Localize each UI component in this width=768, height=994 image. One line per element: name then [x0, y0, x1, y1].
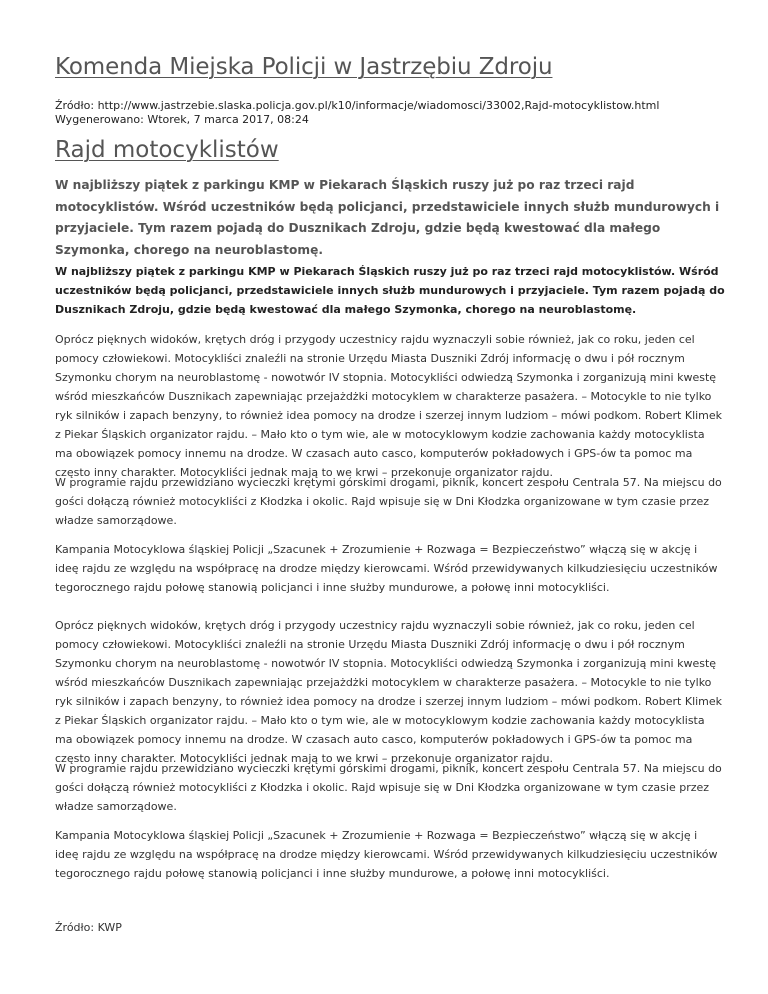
- article-paragraph: W programie rajdu przewidziano wycieczki krętymi górskimi drogami, piknik, koncert zespołu Centrala 57. Na miejscu do gości dołączą również motocykliści z Kłodzka i okolic. Rajd wpisuje się w Dni Kłodzka organizowane w tym czasie przez władze samorządowe.: [55, 476, 722, 527]
- article-intro: W najbliższy piątek z parkingu KMP w Piekarach Śląskich ruszy już po raz trzeci rajd motocyklistów. Wśród uczestników będą policjanci, przedstawiciele innych służb mundurowych i przyjaciele. Tym razem pojadą do Dusznikach Zdroju, gdzie będą kwestować dla małego Szymonka, chorego na neuroblastomę.: [55, 265, 725, 316]
- document-meta: [55, 99, 659, 127]
- article-source: Źródło: KWP: [55, 921, 122, 934]
- site-title-link[interactable]: Komenda Miejska Policji w Jastrzębiu Zdroju: [55, 54, 553, 80]
- article-lead: W najbliższy piątek z parkingu KMP w Piekarach Śląskich ruszy już po raz trzeci rajd motocyklistów. Wśród uczestników będą policjanci, przedstawiciele innych służb mundurowych i przyjaciele. Tym razem pojadą do Dusznikach Zdroju, gdzie będą kwestować dla małego Szymonka, chorego na neuroblastomę.: [55, 178, 720, 257]
- source-url-line: Źródło: http://www.jastrzebie.slaska.policja.gov.pl/k10/informacje/wiadomosci/33002,Rajd-motocyklistow.html: [55, 99, 660, 112]
- article-paragraph: W programie rajdu przewidziano wycieczki krętymi górskimi drogami, piknik, koncert zespołu Centrala 57. Na miejscu do gości dołączą również motocykliści z Kłodzka i okolic. Rajd wpisuje się w Dni Kłodzka organizowane w tym czasie przez władze samorządowe.: [55, 762, 722, 813]
- article-paragraph: Kampania Motocyklowa śląskiej Policji „Szacunek + Zrozumienie + Rozwaga = Bezpieczeństwo” włączą się w akcję i ideę rajdu ze względu na współpracę na drodze między kierowcami. Wśród przewidywanych kilkudziesięciu uczestników tegorocznego rajdu połowę stanowią policjanci i inne służby mundurowe, a połowę inni motocykliści.: [55, 543, 718, 594]
- article-paragraph: Oprócz pięknych widoków, krętych dróg i przygody uczestnicy rajdu wyznaczyli sobie również, jak co roku, jeden cel pomocy człowiekowi. Motocykliści znaleźli na stronie Urzędu Miasta Duszniki Zdrój informację o dwu i pół rocznym Szymonku chorym na neuroblastomę - nowotwór IV stopnia. Motocykliści odwiedzą Szymonka i zorganizują mini kwestę wśród mieszkańców Dusznikach zapewniając przejażdżki motocyklem w charakterze pasażera. – Motocykle to nie tylko ryk silników i zapach benzyny, to również idea pomocy na drodze i szerzej innym ludziom – mówi podkom. Robert Klimek z Piekar Śląskich organizator rajdu. – Mało kto o tym wie, ale w motocyklowym kodzie zachowania każdy motocyklista ma obowiązek pomocy innemu na drodze. W czasach auto casco, komputerów pokładowych i GPS-ów ta pomoc ma często inny charakter. Motocykliści jednak mają to we krwi – przekonuje organizator rajdu.: [55, 333, 723, 479]
- article-title-link[interactable]: Rajd motocyklistów: [55, 137, 279, 163]
- generated-date-line: Wygenerowano: Wtorek, 7 marca 2017, 08:24: [55, 113, 309, 126]
- article-paragraph: Kampania Motocyklowa śląskiej Policji „Szacunek + Zrozumienie + Rozwaga = Bezpieczeństwo” włączą się w akcję i ideę rajdu ze względu na współpracę na drodze między kierowcami. Wśród przewidywanych kilkudziesięciu uczestników tegorocznego rajdu połowę stanowią policjanci i inne służby mundurowe, a połowę inni motocykliści.: [55, 829, 718, 880]
- article-paragraph: Oprócz pięknych widoków, krętych dróg i przygody uczestnicy rajdu wyznaczyli sobie również, jak co roku, jeden cel pomocy człowiekowi. Motocykliści znaleźli na stronie Urzędu Miasta Duszniki Zdrój informację o dwu i pół rocznym Szymonku chorym na neuroblastomę - nowotwór IV stopnia. Motocykliści odwiedzą Szymonka i zorganizują mini kwestę wśród mieszkańców Dusznikach zapewniając przejażdżki motocyklem w charakterze pasażera. – Motocykle to nie tylko ryk silników i zapach benzyny, to również idea pomocy na drodze i szerzej innym ludziom – mówi podkom. Robert Klimek z Piekar Śląskich organizator rajdu. – Mało kto o tym wie, ale w motocyklowym kodzie zachowania każdy motocyklista ma obowiązek pomocy innemu na drodze. W czasach auto casco, komputerów pokładowych i GPS-ów ta pomoc ma często inny charakter. Motocykliści jednak mają to we krwi – przekonuje organizator rajdu.: [55, 619, 723, 765]
